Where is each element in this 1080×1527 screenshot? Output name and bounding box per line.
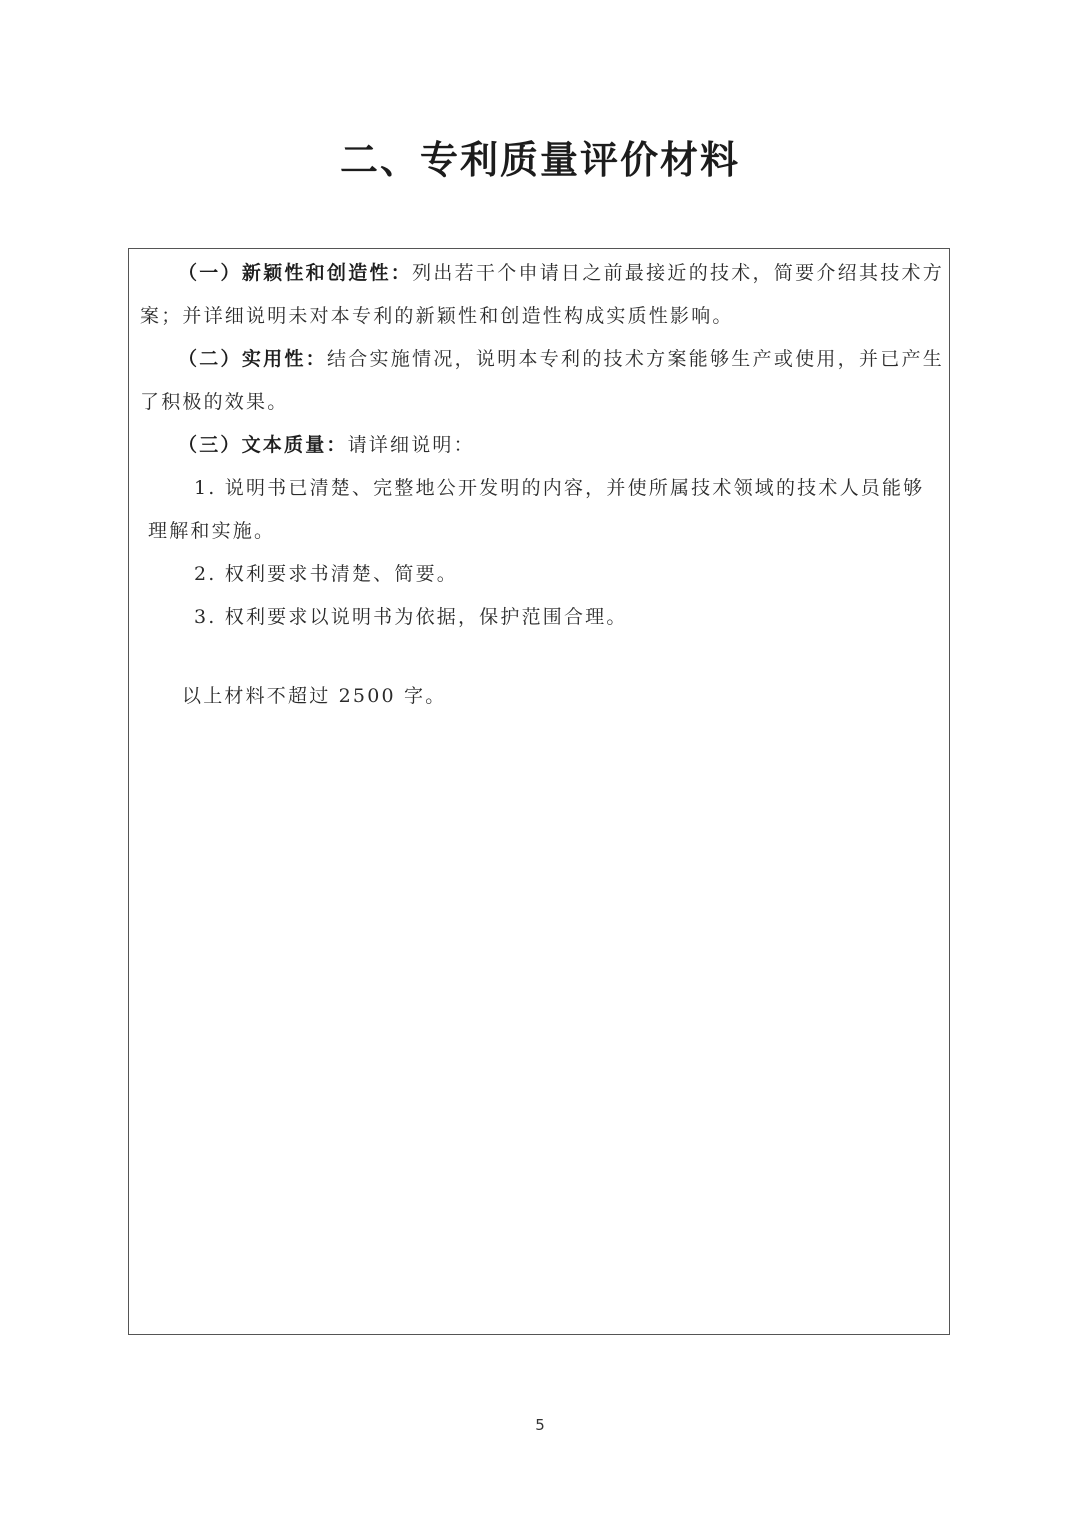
section-heading: （二）实用性： xyxy=(178,348,327,370)
section-heading: （三）文本质量： xyxy=(178,434,348,456)
page-title: 二、专利质量评价材料 xyxy=(339,138,740,182)
section-text: 列出若干个申请日之前最接近的技术，简要介绍其技术方案；并详细说明未对本专利的新颖性和创造性构成实质性影响。 xyxy=(140,262,944,327)
section-novelty xyxy=(140,252,944,338)
list-item: 2. 权利要求书清楚、简要。 xyxy=(194,563,458,585)
spacer xyxy=(140,639,944,675)
form-content xyxy=(140,252,944,718)
section-text: 结合实施情况，说明本专利的技术方案能够生产或使用，并已产生了积极的效果。 xyxy=(140,348,944,413)
section-heading: （一）新颖性和创造性： xyxy=(178,262,413,284)
page-number: 5 xyxy=(535,1416,545,1434)
list-item: 1. 说明书已清楚、完整地公开发明的内容，并使所属技术领域的技术人员能够理解和实施。 xyxy=(148,477,925,542)
word-limit-note: 以上材料不超过 2500 字。 xyxy=(182,685,447,707)
list-item: 3. 权利要求以说明书为依据，保护范围合理。 xyxy=(194,606,628,628)
section-text: 请详细说明： xyxy=(347,434,475,456)
section-text-quality xyxy=(140,424,944,467)
section-practicality xyxy=(140,338,944,424)
